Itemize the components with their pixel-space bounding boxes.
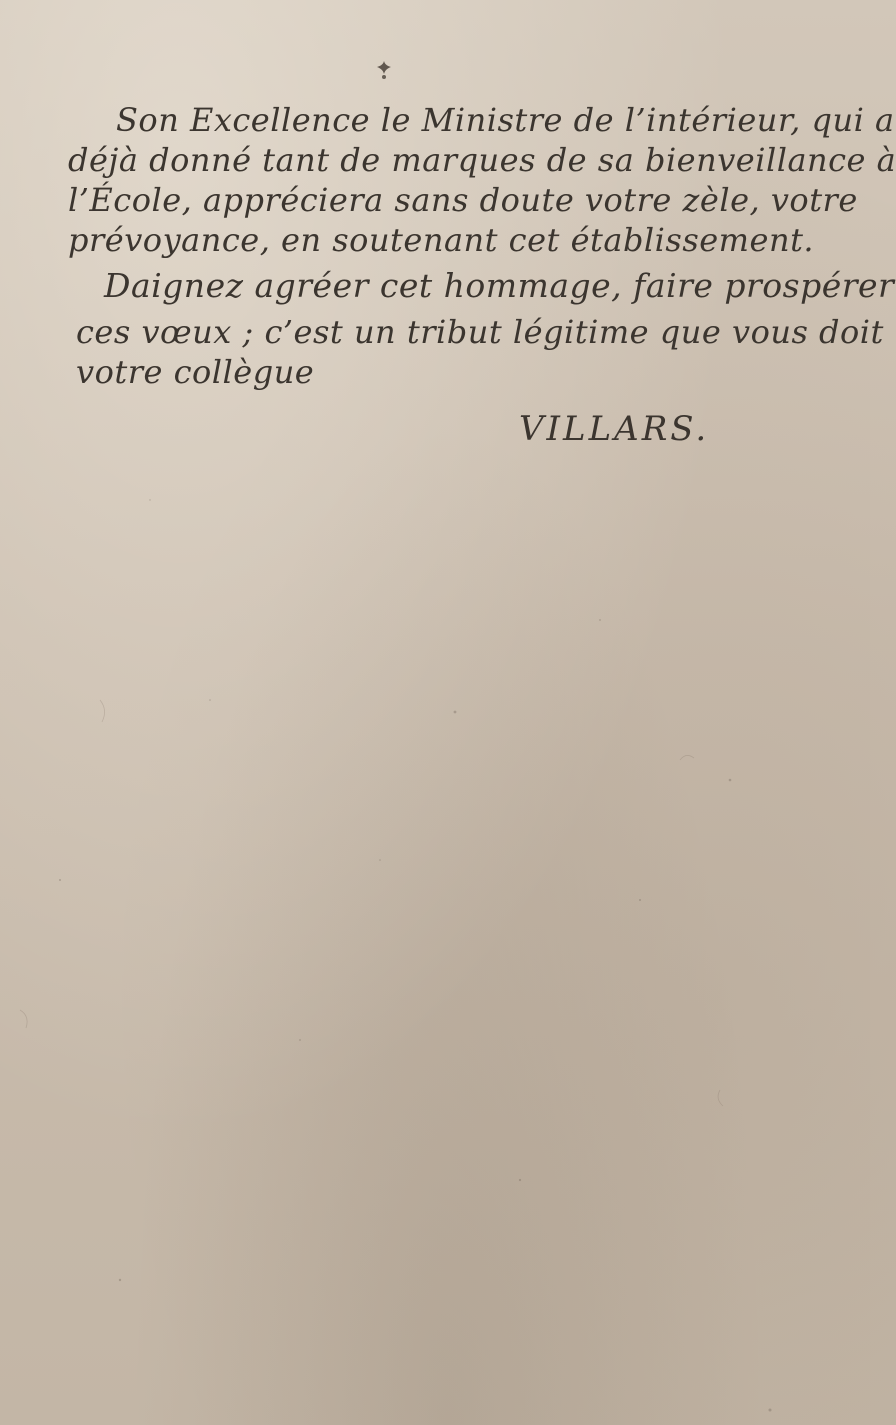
paragraph-1-line-1: Son Excellence le Ministre de l’intérieur, qui a (116, 101, 895, 139)
paragraph-2-line-1: Daignez agréer cet hommage, faire prospérer (104, 266, 895, 305)
paragraph-1-line-2: déjà donné tant de marques de sa bienveillance à (68, 141, 896, 179)
paragraph-2-line-3: votre collègue (76, 353, 315, 391)
paragraph-2-line-2: ces vœux ; c’est un tribut légitime que vous doit (76, 313, 884, 351)
signature: VILLARS. (519, 409, 710, 449)
paragraph-1-line-3: l’École, appréciera sans doute votre zèle, votre (68, 181, 858, 219)
paragraph-1-line-4: prévoyance, en soutenant cet établissement. (68, 221, 815, 259)
fleuron-ornament-icon (372, 58, 396, 82)
